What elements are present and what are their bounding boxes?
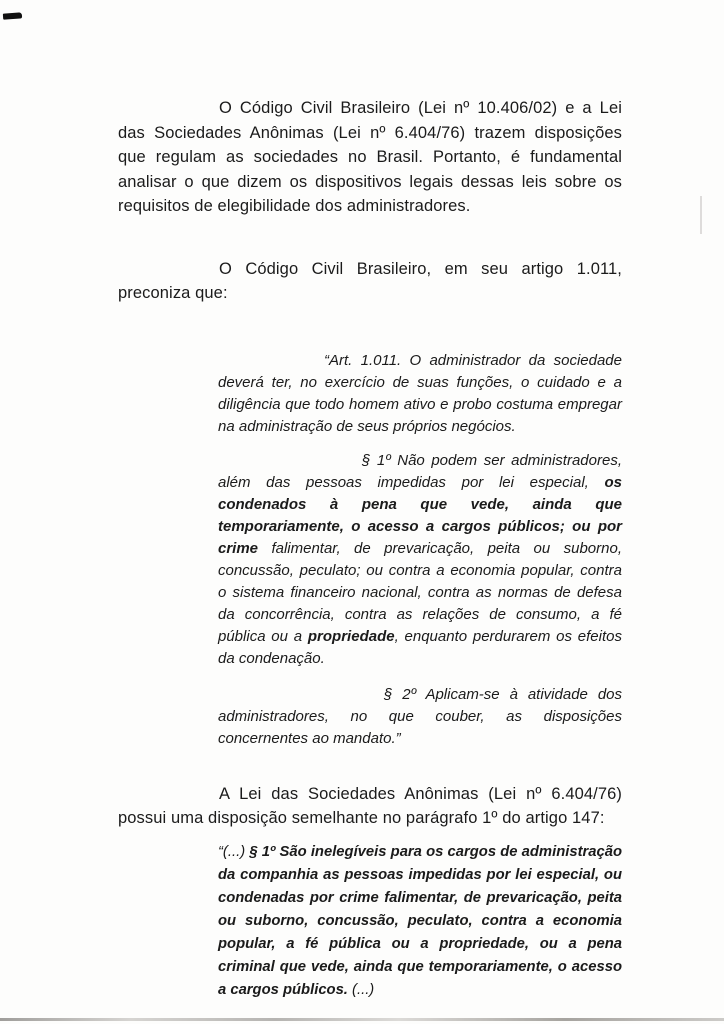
text-run: propriedade <box>307 627 395 645</box>
text-run: § 2º Aplicam-se à atividade dos administradores, no que couber, as disposições concernentes ao mandato.” <box>218 685 622 747</box>
text-run: O Código Civil Brasileiro (Lei nº 10.406/02) e a Lei das Sociedades Anônimas (Lei nº 6.404/76) trazem disposições que regulam as sociedades no Brasil. Portanto, é fundamental analisar o que dizem os dispositivos legais dessas leis sobre os requisitos de elegibilidade dos administradores. <box>118 99 622 215</box>
civil-code-intro <box>118 257 622 306</box>
text-run: “(...) <box>218 843 250 860</box>
intro-paragraph <box>118 96 622 219</box>
text-run: § 1º São inelegíveis para os cargos de administração da companhia as pessoas impedidas por lei especial, ou condenadas por crime falimentar, de prevaricação, peita ou suborno, concussão, peculato, contra a economia popular, a fé pública ou a propriedade, ou a pena criminal que vede, ainda que temporariamente, o acesso a cargos públicos. <box>218 843 622 998</box>
scan-artifact-bottom-edge <box>0 1018 724 1021</box>
art-147-par1 <box>218 841 622 1002</box>
text-run: O Código Civil Brasileiro, em seu artigo 1.011, preconiza que: <box>118 259 622 302</box>
document-content <box>118 96 622 1002</box>
lsa-intro <box>118 782 622 831</box>
art-1011-caput <box>218 350 622 438</box>
scan-artifact-corner-mark <box>3 12 22 19</box>
scan-artifact-side-smudge <box>700 196 702 234</box>
text-run: os condenados à pena que vede, ainda que temporariamente, o acesso a cargos públicos; ou por crime <box>218 473 622 557</box>
text-run: (...) <box>352 981 375 998</box>
text-run: “Art. 1.011. O administrador da sociedade deverá ter, no exercício de suas funções, o cuidado e a diligência que todo homem ativo e probo costuma empregar na administração de seus próprios negócios. <box>218 351 622 435</box>
art-1011-par1 <box>218 450 622 670</box>
text-run: § 1º Não podem ser administradores, além das pessoas impedidas por lei especial, <box>218 451 622 491</box>
text-run: A Lei das Sociedades Anônimas (Lei nº 6.404/76) possui uma disposição semelhante no parágrafo 1º do artigo 147: <box>118 784 622 827</box>
text-run: falimentar, de prevaricação, peita ou suborno, concussão, peculato; ou contra a economia popular, contra o sistema financeiro nacional, contra as normas de defesa da concorrência, contra as relações de consumo, a fé pública ou a <box>218 539 622 645</box>
text-run: , enquanto perdurarem os efeitos da condenação. <box>218 627 622 667</box>
art-1011-par2 <box>218 684 622 750</box>
